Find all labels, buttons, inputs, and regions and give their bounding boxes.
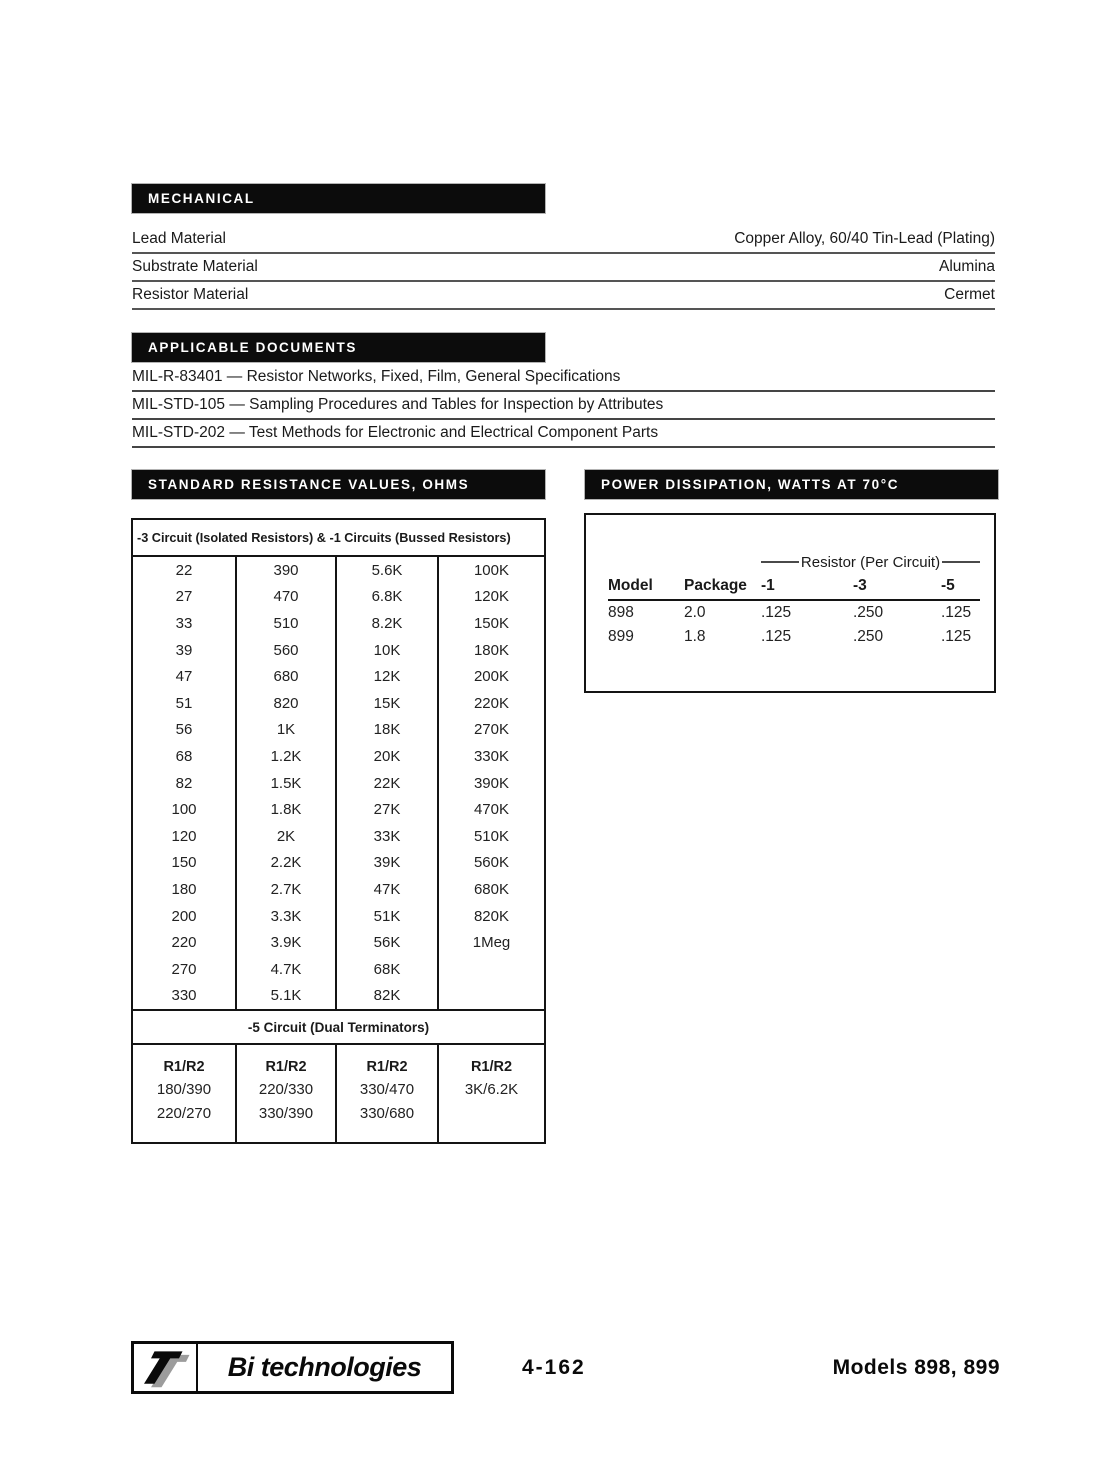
resistance-value: 820K — [473, 907, 510, 925]
dual-terminator-value: 180/390 — [156, 1080, 212, 1098]
right-rule-line — [942, 561, 980, 563]
resistance-value: 200K — [473, 668, 510, 686]
spec-label: Substrate Material — [132, 258, 258, 275]
dual-terminator-value: 220/330 — [258, 1080, 314, 1098]
resistance-value: 200 — [171, 907, 197, 925]
dual-terminator-value: 330/390 — [258, 1104, 314, 1122]
resistance-value: 27K — [373, 801, 401, 819]
spec-value: Cermet — [944, 286, 995, 303]
resistance-value: 47K — [373, 880, 401, 898]
power-cell: 1.8 — [684, 628, 706, 645]
applicable-documents-section-header — [132, 333, 545, 362]
resistance-value: 51K — [373, 907, 401, 925]
dual-terminator-column — [237, 1045, 337, 1142]
resistance-column — [337, 557, 439, 1009]
resistance-header-label: STANDARD RESISTANCE VALUES, OHMS — [148, 477, 470, 492]
applicable-documents-list — [132, 364, 995, 448]
mechanical-section-header — [132, 184, 545, 213]
power-column-header: -3 — [853, 577, 867, 594]
resistance-value: 82K — [373, 987, 401, 1005]
resistance-values-table — [131, 518, 546, 1144]
resistance-value: 120K — [473, 588, 510, 606]
dual-terminator-value: 3K/6.2K — [464, 1080, 519, 1098]
resistance-value: 560 — [273, 641, 299, 659]
resistance-value: 27 — [175, 588, 193, 606]
spec-row — [132, 254, 995, 282]
power-span-row — [608, 551, 980, 573]
power-cell: .125 — [761, 628, 792, 645]
resistance-value: 82 — [175, 774, 193, 792]
resistance-value: 100K — [473, 561, 510, 579]
r1r2-column-header: R1/R2 — [366, 1059, 408, 1076]
mechanical-spec-list — [132, 226, 995, 310]
resistance-value: 22K — [373, 774, 401, 792]
resistance-value: 390K — [473, 774, 510, 792]
resistance-value: 68K — [373, 960, 401, 978]
resistance-value — [439, 956, 544, 983]
resistance-value: 680 — [273, 668, 299, 686]
resistance-value: 10K — [373, 641, 401, 659]
resistance-value: 3.9K — [270, 934, 302, 952]
resistance-value: 33K — [373, 827, 401, 845]
dual-terminator-column — [133, 1045, 237, 1142]
resistance-value: 2K — [276, 827, 296, 845]
power-cell: 899 — [608, 628, 634, 645]
resistance-value: 2.7K — [270, 880, 302, 898]
resistance-value: 51 — [175, 694, 193, 712]
resistance-value: 68 — [175, 747, 193, 765]
resistance-value: 220 — [171, 934, 197, 952]
resistance-column — [133, 557, 237, 1009]
resistance-value: 1.2K — [270, 747, 302, 765]
resistance-value: 3.3K — [270, 907, 302, 925]
dual-terminator-value: 220/270 — [156, 1104, 212, 1122]
resistance-value: 270 — [171, 960, 197, 978]
tt-monogram-icon — [134, 1344, 198, 1391]
power-dissipation-table — [584, 513, 996, 693]
resistance-value: 39K — [373, 854, 401, 872]
power-dissipation-header-label: POWER DISSIPATION, WATTS AT 70°C — [601, 477, 900, 492]
left-rule-line — [761, 561, 799, 563]
resistance-table-title: -3 Circuit (Isolated Resistors) & -1 Circuits (Bussed Resistors) — [133, 520, 544, 557]
resistance-value — [439, 983, 544, 1010]
resistance-value: 820 — [273, 694, 299, 712]
power-column-header: -1 — [761, 577, 775, 594]
dual-terminators-grid — [133, 1045, 544, 1142]
resistance-value: 6.8K — [371, 588, 403, 606]
resistance-section-header — [132, 470, 545, 499]
dual-terminator-column — [439, 1045, 544, 1142]
resistance-value: 470K — [473, 801, 510, 819]
resistance-value: 20K — [373, 747, 401, 765]
resistance-grid — [133, 557, 544, 1009]
resistance-value: 330K — [473, 747, 510, 765]
resistance-value: 33 — [175, 614, 193, 632]
logo-wordmark: Bi technologies — [227, 1352, 422, 1382]
resistor-per-circuit-text: Resistor (Per Circuit) — [800, 553, 941, 571]
page-number: 4-162 — [522, 1356, 586, 1379]
dual-terminator-value — [439, 1101, 544, 1125]
power-cell: .125 — [761, 604, 792, 621]
power-column-header: Package — [684, 577, 747, 594]
resistance-value: 680K — [473, 880, 510, 898]
resistance-value: 39 — [175, 641, 193, 659]
resistance-value: 270K — [473, 721, 510, 739]
r1r2-column-header: R1/R2 — [163, 1059, 205, 1076]
resistance-value: 2.2K — [270, 854, 302, 872]
resistance-value: 5.1K — [270, 987, 302, 1005]
applicable-documents-header-label: APPLICABLE DOCUMENTS — [148, 340, 358, 355]
power-table-header-row — [608, 573, 980, 599]
resistance-value: 1.8K — [270, 801, 302, 819]
resistance-value: 510K — [473, 827, 510, 845]
resistance-value: 120 — [171, 827, 197, 845]
resistance-value: 100 — [171, 801, 197, 819]
resistance-value: 470 — [273, 588, 299, 606]
resistance-value: 180 — [171, 880, 197, 898]
resistance-value: 56K — [373, 934, 401, 952]
models-label: Models 898, 899 — [832, 1356, 1000, 1379]
resistance-value: 330 — [171, 987, 197, 1005]
dual-terminators-title: -5 Circuit (Dual Terminators) — [133, 1009, 544, 1045]
r1r2-column-header: R1/R2 — [265, 1059, 307, 1076]
table-row — [608, 601, 980, 625]
resistance-value: 22 — [175, 561, 193, 579]
power-cell: .125 — [941, 628, 972, 645]
document-item: MIL-STD-202 — Test Methods for Electronic and Electrical Component Parts — [132, 420, 995, 448]
resistance-value: 390 — [273, 561, 299, 579]
mechanical-header-label: MECHANICAL — [148, 191, 255, 206]
spec-value: Alumina — [939, 258, 995, 275]
table-row — [608, 625, 980, 649]
resistance-value: 510 — [273, 614, 299, 632]
r1r2-column-header: R1/R2 — [470, 1059, 513, 1076]
resistance-value: 15K — [373, 694, 401, 712]
resistance-value: 1.5K — [270, 774, 302, 792]
dual-terminator-value: 330/470 — [359, 1080, 415, 1098]
resistance-value: 150K — [473, 614, 510, 632]
power-cell: .125 — [941, 604, 972, 621]
resistance-value: 150 — [171, 854, 197, 872]
resistance-value: 12K — [373, 668, 401, 686]
resistance-value: 56 — [175, 721, 193, 739]
resistance-value: 47 — [175, 668, 193, 686]
spec-label: Resistor Material — [132, 286, 249, 303]
spec-row — [132, 282, 995, 310]
resistance-value: 220K — [473, 694, 510, 712]
power-table-body — [608, 601, 980, 649]
spec-label: Lead Material — [132, 230, 226, 247]
resistance-column — [439, 557, 544, 1009]
resistance-value: 560K — [473, 854, 510, 872]
power-cell: .250 — [853, 604, 884, 621]
spec-row — [132, 226, 995, 254]
power-column-header: Model — [608, 577, 653, 594]
power-cell: .250 — [853, 628, 884, 645]
resistance-value: 1K — [276, 721, 296, 739]
power-dissipation-section-header — [585, 470, 998, 499]
resistance-column — [237, 557, 337, 1009]
resistance-value: 4.7K — [270, 960, 302, 978]
bi-technologies-logo — [131, 1341, 454, 1394]
resistance-value: 1Meg — [472, 934, 511, 952]
document-item: MIL-R-83401 — Resistor Networks, Fixed, Film, General Specifications — [132, 364, 995, 392]
dual-terminator-value: 330/680 — [359, 1104, 415, 1122]
resistance-value: 18K — [373, 721, 401, 739]
resistance-value: 8.2K — [371, 614, 403, 632]
resistor-per-circuit-label — [761, 554, 980, 571]
dual-terminator-column — [337, 1045, 439, 1142]
document-item: MIL-STD-105 — Sampling Procedures and Tables for Inspection by Attributes — [132, 392, 995, 420]
spec-value: Copper Alloy, 60/40 Tin-Lead (Plating) — [734, 230, 995, 247]
resistance-value: 180K — [473, 641, 510, 659]
power-cell: 2.0 — [684, 604, 706, 621]
power-cell: 898 — [608, 604, 634, 621]
power-column-header: -5 — [941, 577, 955, 594]
resistance-value: 5.6K — [371, 561, 403, 579]
